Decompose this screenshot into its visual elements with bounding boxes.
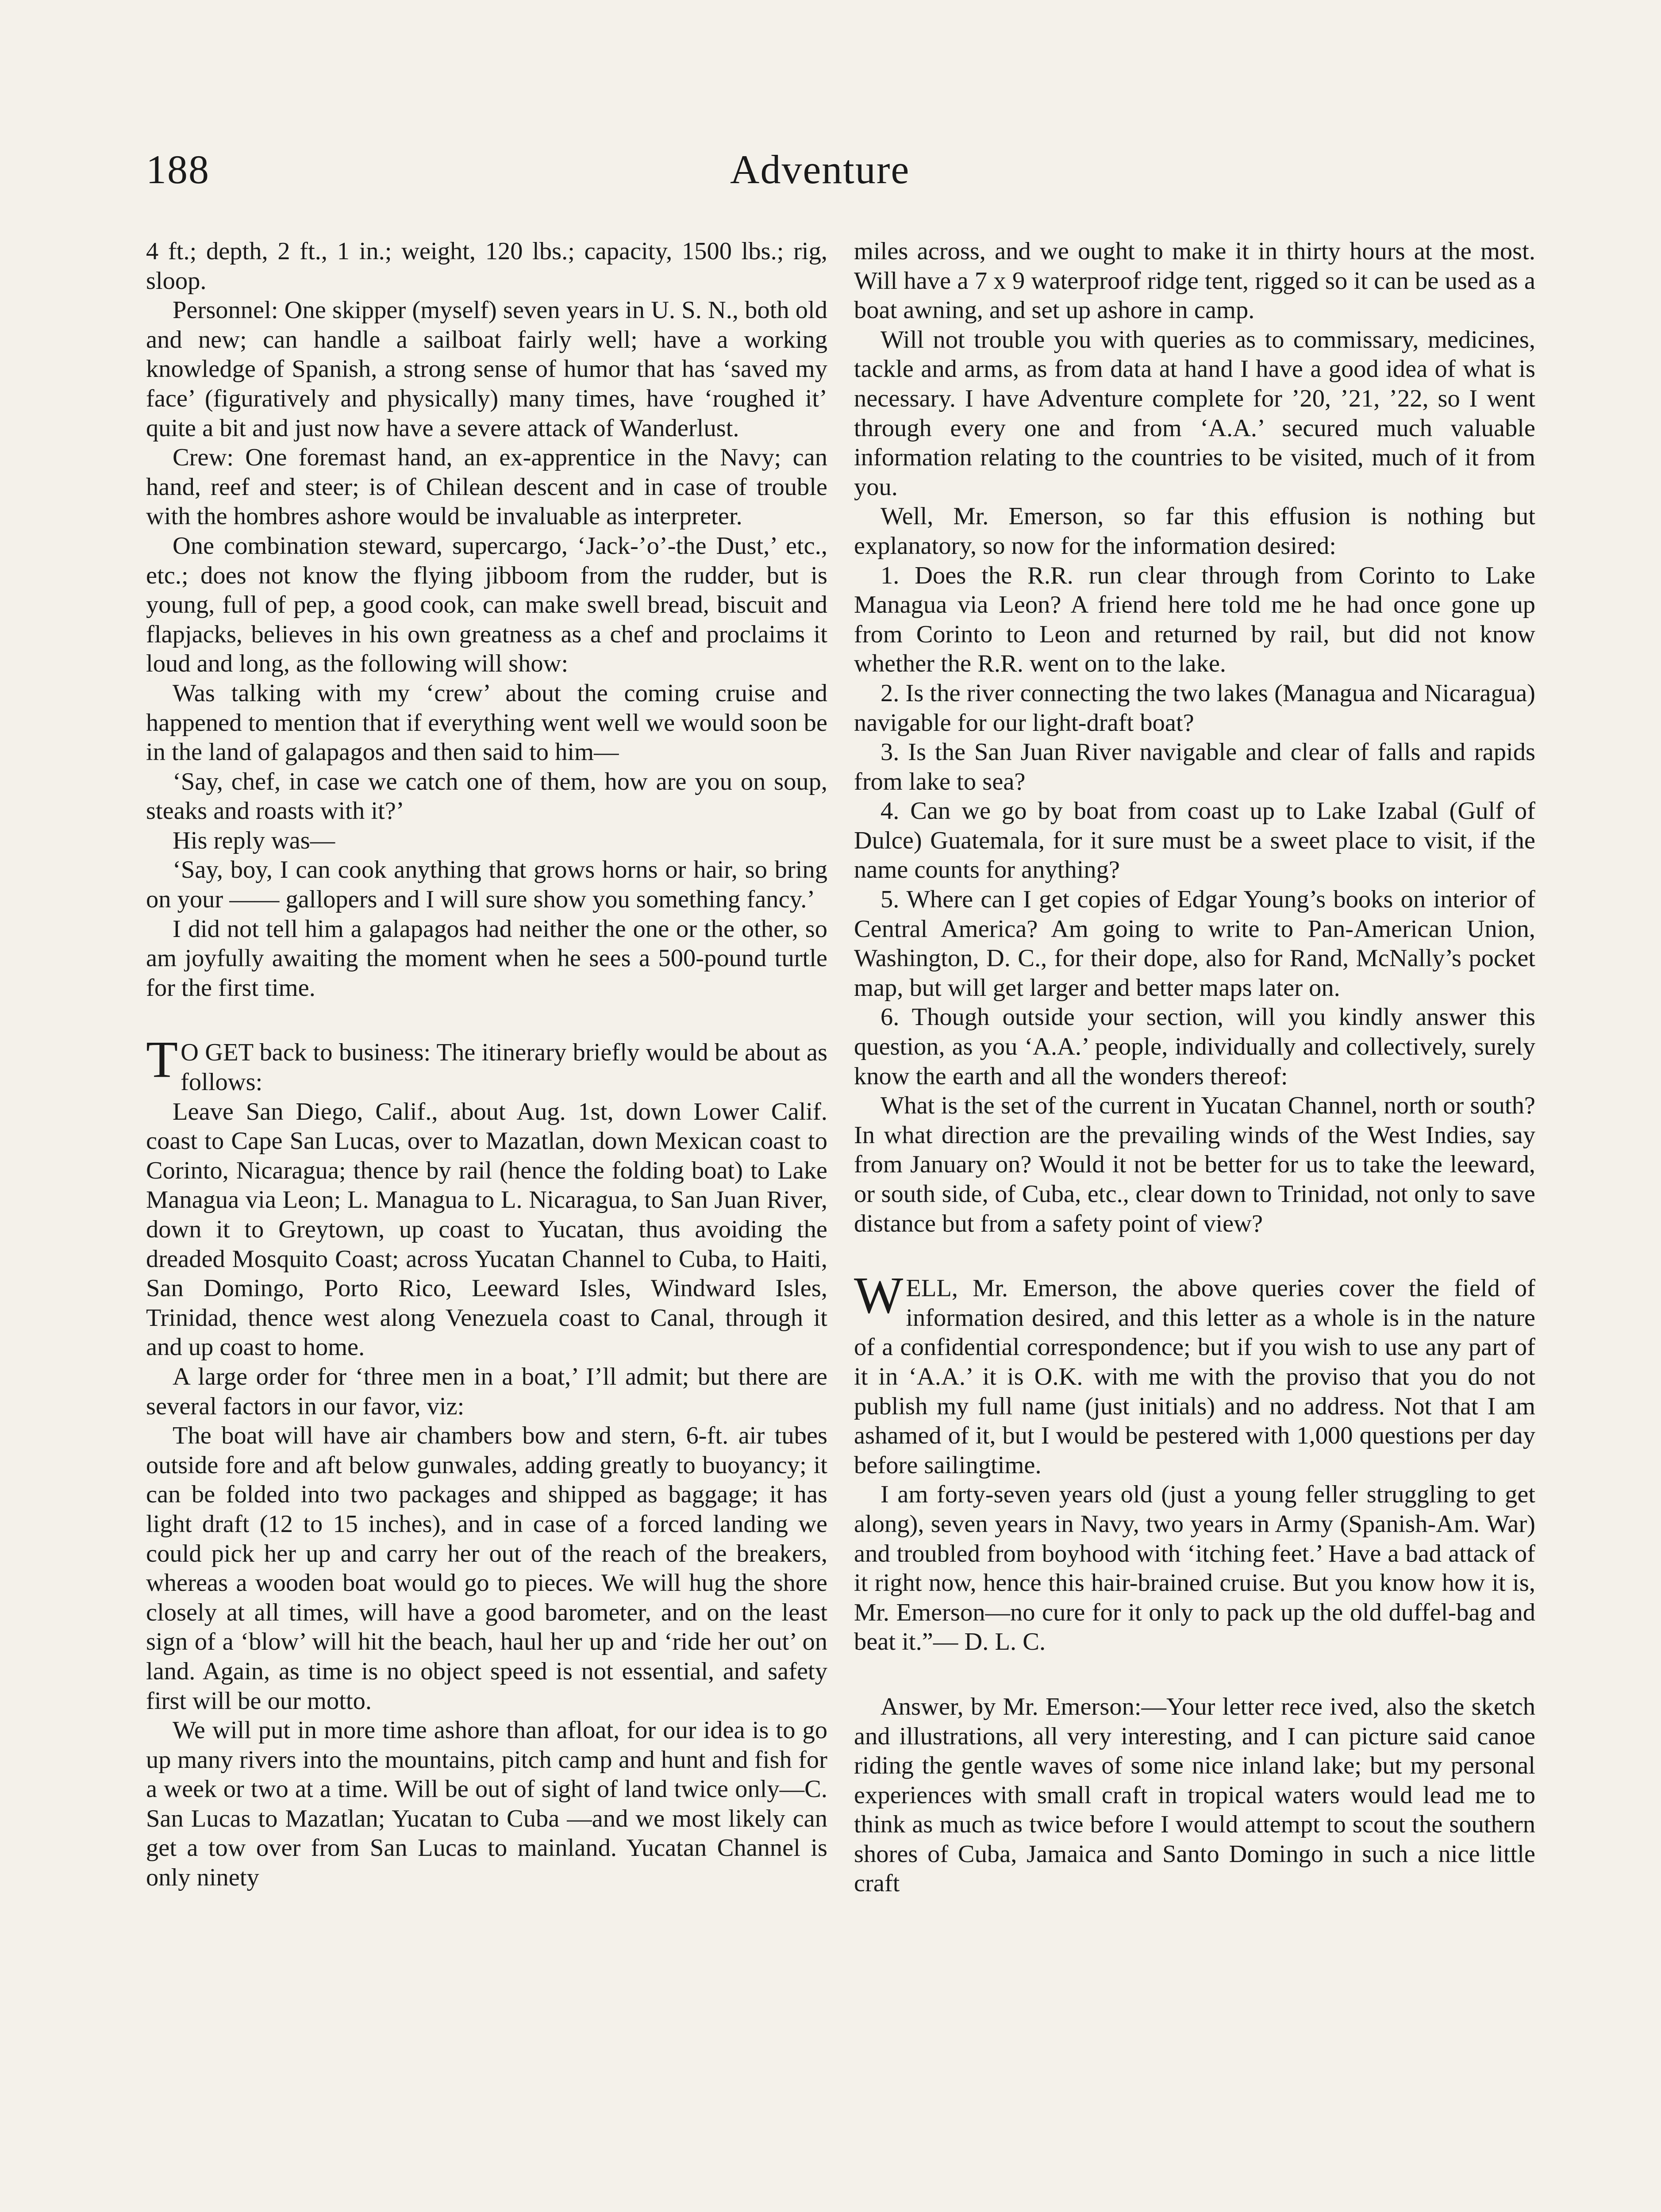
- paragraph: Answer, by Mr. Emerson:—Your letter rece ived, also the sketch and illustrations, all very interesting, and I can picture said canoe riding the gentle waves of some nice inland lake; but my personal experiences with small craft in tropical waters would lead me to think as much as twice before I would attempt to scout the southern shores of Cuba, Jamaica and Santo Domingo in such a nice little craft: [854, 1693, 1535, 1897]
- paragraph: What is the set of the current in Yucatan Channel, north or south? In what direction are the prevailing winds of the West Indies, say from January on? Would it not be better for us to take the leeward, or south side, of Cuba, etc., clear down to Trinidad, not only to save distance but from a safety point of view?: [854, 1092, 1535, 1237]
- paragraph: 2. Is the river connecting the two lakes (Managua and Nicaragua) navigable for our light-draft boat?: [854, 679, 1535, 737]
- magazine-title: Adventure: [730, 147, 910, 192]
- paragraph: 4. Can we go by boat from coast up to Lake Izabal (Gulf of Dulce) Guatemala, for it sure must be a sweet place to visit, if the name counts for anything?: [854, 797, 1535, 884]
- paragraph: Will not trouble you with queries as to commissary, medicines, tackle and arms, as from data at hand I have a good idea of what is necessary. I have Adventure complete for ’20, ’21, ’22, so I went through every one and from ‘A.A.’ secured much valuable information relating to the countries to be visited, much of it from you.: [854, 326, 1535, 501]
- page-header: [146, 146, 1538, 208]
- paragraph: Personnel: One skipper (myself) seven years in U. S. N., both old and new; can handle a sailboat fairly well; have a working knowledge of Spanish, a strong sense of humor that has ‘saved my face’ (figuratively and physically) many times, have ‘roughed it’ quite a bit and just now have a severe attack of Wanderlust.: [146, 296, 827, 442]
- right-column: [854, 237, 1535, 1898]
- paragraph: Well, Mr. Emerson, so far this effusion is nothing but explanatory, so now for the information desired:: [854, 503, 1535, 560]
- paragraph: 4 ft.; depth, 2 ft., 1 in.; weight, 120 lbs.; capacity, 1500 lbs.; rig, sloop.: [146, 238, 827, 295]
- paragraph: We will put in more time ashore than afloat, for our idea is to go up many rivers into the mountains, pitch camp and hunt and fish for a week or two at a time. Will be out of sight of land twice only—C. San Lucas to Mazatlan; Yucatan to Cuba —and we most likely can get a tow over from San Lucas to mainland. Yucatan Channel is only ninety: [146, 1717, 827, 1892]
- paragraph: ‘Say, boy, I can cook anything that grows horns or hair, so bring on your —— gallopers and I will sure show you something fancy.’: [146, 856, 827, 914]
- paragraph: One combination steward, supercargo, ‘Jack-’o’-the Dust,’ etc., etc.; does not know the flying jibboom from the rudder, but is young, full of pep, a good cook, can make swell bread, biscuit and flapjacks, believes in his own greatness as a chef and proclaims it loud and long, as the following will show:: [146, 532, 827, 678]
- paragraph: Leave San Diego, Calif., about Aug. 1st, down Lower Calif. coast to Cape San Lucas, over to Mazatlan, down Mexican coast to Corinto, Nicaragua; thence by rail (hence the folding boat) to Lake Managua via Leon; L. Managua to L. Nicaragua, to San Juan River, down it to Greytown, up coast to Yucatan, thus avoiding the dreaded Mosquito Coast; across Yucatan Channel to Cuba, to Haiti, San Domingo, Porto Rico, Leeward Isles, Windward Isles, Trinidad, thence west along Venezuela coast to Canal, through it and up coast to home.: [146, 1098, 827, 1361]
- paragraph: WELL, Mr. Emerson, the above queries cover the field of information desired, and this letter as a whole is in the nature of a confidential correspondence; but if you wish to use any part of it in ‘A.A.’ it is O.K. with me with the proviso that you do not publish my full name (just initials) and no address. Not that I am ashamed of it, but I would be pestered with 1,000 questions per day before sailingtime.: [854, 1266, 1535, 1479]
- paragraph: The boat will have air chambers bow and stern, 6-ft. air tubes outside fore and aft below gunwales, adding greatly to buoyancy; it can be folded into two packages and shipped as baggage; it has light draft (12 to 15 inches), and in case of a forced landing we could pick her up and carry her out of the reach of the breakers, whereas a wooden boat would go to pieces. We will hug the shore closely at all times, will have a good barometer, and on the least sign of a ‘blow’ will hit the beach, haul her up and ‘ride her out’ on land. Again, as time is no object speed is not essential, and safety first will be our motto.: [146, 1422, 827, 1715]
- paragraph: Was talking with my ‘crew’ about the coming cruise and happened to mention that if everything went well we would soon be in the land of galapagos and then said to him—: [146, 679, 827, 766]
- paragraph: 3. Is the San Juan River navigable and clear of falls and rapids from lake to sea?: [854, 738, 1535, 795]
- paragraph: I did not tell him a galapagos had neither the one or the other, so am joyfully awaiting the moment when he sees a 500-pound turtle for the first time.: [146, 915, 827, 1002]
- paragraph: ‘Say, chef, in case we catch one of them, how are you on soup, steaks and roasts with it?’: [146, 768, 827, 825]
- paragraph: His reply was—: [173, 826, 335, 854]
- paragraph: A large order for ‘three men in a boat,’ I’ll admit; but there are several factors in our favor, viz:: [146, 1363, 827, 1420]
- paragraph: I am forty-seven years old (just a young feller struggling to get along), seven years in Navy, two years in Army (Spanish-Am. War) and troubled from boyhood with ‘itching feet.’ Have a bad attack of it right now, hence this hair-brained cruise. But you know how it is, Mr. Emerson—no cure for it only to pack up the old duffel-bag and beat it.”— D. L. C.: [854, 1481, 1535, 1656]
- paragraph: 5. Where can I get copies of Edgar Young’s books on interior of Central America? Am going to write to Pan-American Union, Washington, D. C., for their dope, also for Rand, McNally’s pocket map, but will get larger and better maps later on.: [854, 886, 1535, 1002]
- paragraph: miles across, and we ought to make it in thirty hours at the most. Will have a 7 x 9 waterproof ridge tent, rigged so it can be used as a boat awning, and set up ashore in camp.: [854, 238, 1535, 324]
- paragraph: 1. Does the R.R. run clear through from Corinto to Lake Managua via Leon? A friend here told me he had once gone up from Corinto to Leon and returned by rail, but did not know whether the R.R. went on to the lake.: [854, 561, 1535, 678]
- left-column: [146, 237, 827, 1893]
- page-number: 188: [146, 147, 210, 192]
- paragraph: TO GET back to business: The itinerary briefly would be about as follows:: [146, 1030, 827, 1096]
- paragraph: Crew: One foremast hand, an ex-apprentice in the Navy; can hand, reef and steer; is of Chilean descent and in case of trouble with the hombres ashore would be invaluable as interpreter.: [146, 444, 827, 530]
- paragraph: 6. Though outside your section, will you kindly answer this question, as you ‘A.A.’ people, individually and collectively, surely know the earth and all the wonders thereof:: [854, 1003, 1535, 1090]
